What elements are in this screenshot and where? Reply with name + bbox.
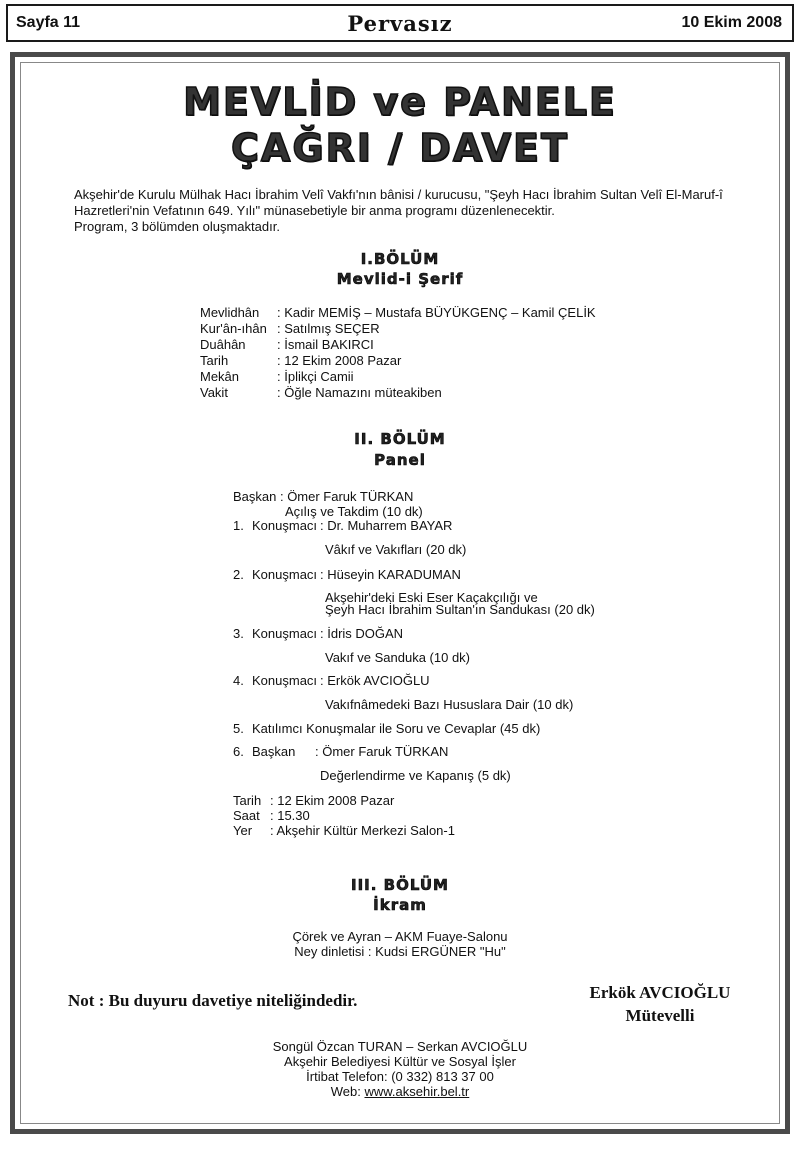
contact-names: Songül Özcan TURAN – Serkan AVCIOĞLU bbox=[272, 1039, 528, 1054]
intro-paragraph bbox=[74, 187, 754, 219]
panel-detail-row bbox=[233, 793, 394, 809]
item-number: 6. bbox=[233, 744, 244, 759]
panel-detail-label: Yer bbox=[233, 823, 253, 838]
detail-row bbox=[200, 353, 401, 369]
section2-subtitle: Panel bbox=[374, 451, 426, 469]
item-number: 3. bbox=[233, 626, 244, 641]
closing-name: : Ömer Faruk TÜRKAN bbox=[315, 744, 449, 759]
detail-row bbox=[200, 305, 596, 321]
detail-label: Vakit bbox=[200, 385, 228, 400]
panel-chair: Başkan : Ömer Faruk TÜRKAN bbox=[233, 489, 414, 504]
item-number: 5. bbox=[233, 721, 244, 736]
speaker-row bbox=[233, 567, 461, 583]
headline-line-1: MEVLİD ve PANELE bbox=[183, 80, 617, 124]
speaker-topic: Akşehir'deki Eski Eser Kaçakçılığı ve bbox=[325, 590, 538, 605]
detail-row bbox=[200, 337, 374, 353]
speaker-topic: Vakıfnâmedeki Bazı Hususlara Dair (10 dk) bbox=[325, 697, 574, 712]
intro-text: Akşehir'de Kurulu Mülhak Hacı İbrahim Velî Vakfı'nın bânisi / kurucusu, "Şeyh Hacı İbrahim Sultan Velî El-Maruf-î Hazretleri'nin Vefatının 649. Yılı" münasebetiyle bir anma programı düzenlenecektir. bbox=[74, 187, 723, 218]
item-number: 1. bbox=[233, 518, 244, 533]
section2-title: II. BÖLÜM bbox=[354, 430, 446, 448]
issue-date: 10 Ekim 2008 bbox=[681, 14, 782, 31]
section3-subtitle: İkram bbox=[373, 896, 427, 914]
program-note: Program, 3 bölümden oluşmaktadır. bbox=[74, 219, 280, 234]
detail-label: Mekân bbox=[200, 369, 240, 384]
section1-subtitle: Mevlid-i Şerif bbox=[336, 270, 464, 288]
ney-recital-line: Ney dinletisi : Kudsi ERGÜNER "Hu" bbox=[294, 944, 506, 959]
detail-value: : İplikçi Camii bbox=[277, 369, 354, 384]
detail-value: : Öğle Namazını müteakiben bbox=[277, 385, 442, 400]
item-number: 2. bbox=[233, 567, 244, 582]
refreshments-line: Çörek ve Ayran – AKM Fuaye-Salonu bbox=[292, 929, 508, 944]
speaker-row bbox=[233, 626, 403, 642]
panel-detail-row bbox=[233, 823, 455, 839]
speaker-name: : Erkök AVCIOĞLU bbox=[320, 673, 430, 688]
detail-label: Duâhân bbox=[200, 337, 246, 352]
panel-detail-label: Saat bbox=[233, 808, 260, 823]
newspaper-name: Pervasız bbox=[347, 11, 453, 36]
detail-value: : Satılmış SEÇER bbox=[277, 321, 380, 336]
speaker-name: : İdris DOĞAN bbox=[320, 626, 404, 641]
closing-row bbox=[233, 744, 448, 760]
section1-title: I.BÖLÜM bbox=[360, 250, 440, 268]
closing-role: Başkan bbox=[252, 744, 296, 759]
panel-detail-value: : 12 Ekim 2008 Pazar bbox=[270, 793, 395, 808]
detail-label: Mevlidhân bbox=[200, 305, 260, 320]
newspaper-header bbox=[6, 4, 794, 42]
invitation-note: Not : Bu duyuru davetiye niteliğindedir. bbox=[68, 991, 358, 1010]
panel-detail-value: : 15.30 bbox=[270, 808, 310, 823]
panel-opening: Açılış ve Takdim (10 dk) bbox=[285, 504, 423, 519]
signature-name: Erkök AVCIOĞLU bbox=[589, 983, 731, 1002]
contact-phone: İrtibat Telefon: (0 332) 813 37 00 bbox=[306, 1069, 494, 1084]
speaker-role: Konuşmacı bbox=[252, 626, 318, 641]
qa-text: Katılımcı Konuşmalar ile Soru ve Cevaplar (45 dk) bbox=[252, 721, 541, 736]
section3-title: III. BÖLÜM bbox=[351, 876, 449, 894]
page-number: Sayfa 11 bbox=[16, 14, 81, 31]
panel-detail-value: : Akşehir Kültür Merkezi Salon-1 bbox=[270, 823, 455, 838]
detail-label: Kur'ân-ıhân bbox=[200, 321, 267, 336]
closing-topic: Değerlendirme ve Kapanış (5 dk) bbox=[320, 768, 511, 783]
speaker-row bbox=[233, 518, 452, 534]
speaker-name: : Hüseyin KARADUMAN bbox=[320, 567, 461, 582]
qa-row bbox=[233, 721, 540, 737]
contact-web bbox=[0, 1084, 800, 1100]
detail-row bbox=[200, 321, 380, 337]
speaker-role: Konuşmacı bbox=[252, 518, 318, 533]
speaker-topic-line2: Şeyh Hacı İbrahim Sultan'ın Sandukası (20 dk) bbox=[325, 602, 595, 617]
speaker-role: Konuşmacı bbox=[252, 567, 318, 582]
panel-detail-label: Tarih bbox=[233, 793, 262, 808]
detail-label: Tarih bbox=[200, 353, 229, 368]
speaker-topic: Vakıf ve Sanduka (10 dk) bbox=[325, 650, 471, 665]
panel-detail-row bbox=[233, 808, 310, 824]
contact-department: Akşehir Belediyesi Kültür ve Sosyal İşler bbox=[284, 1054, 516, 1069]
signature-title: Mütevelli bbox=[625, 1006, 695, 1025]
detail-row bbox=[200, 369, 354, 385]
web-label: Web: bbox=[330, 1084, 361, 1099]
detail-value: : Kadir MEMİŞ – Mustafa BÜYÜKGENÇ – Kamil ÇELİK bbox=[277, 305, 596, 320]
detail-value: : 12 Ekim 2008 Pazar bbox=[277, 353, 402, 368]
speaker-topic: Vâkıf ve Vakıfları (20 dk) bbox=[325, 542, 467, 557]
speaker-row bbox=[233, 673, 430, 689]
item-number: 4. bbox=[233, 673, 244, 688]
speaker-role: Konuşmacı bbox=[252, 673, 318, 688]
detail-value: : İsmail BAKIRCI bbox=[277, 337, 374, 352]
website-link[interactable]: www.aksehir.bel.tr bbox=[364, 1084, 470, 1099]
speaker-name: : Dr. Muharrem BAYAR bbox=[320, 518, 453, 533]
headline-line-2: ÇAĞRI / DAVET bbox=[231, 126, 569, 170]
detail-row bbox=[200, 385, 442, 401]
